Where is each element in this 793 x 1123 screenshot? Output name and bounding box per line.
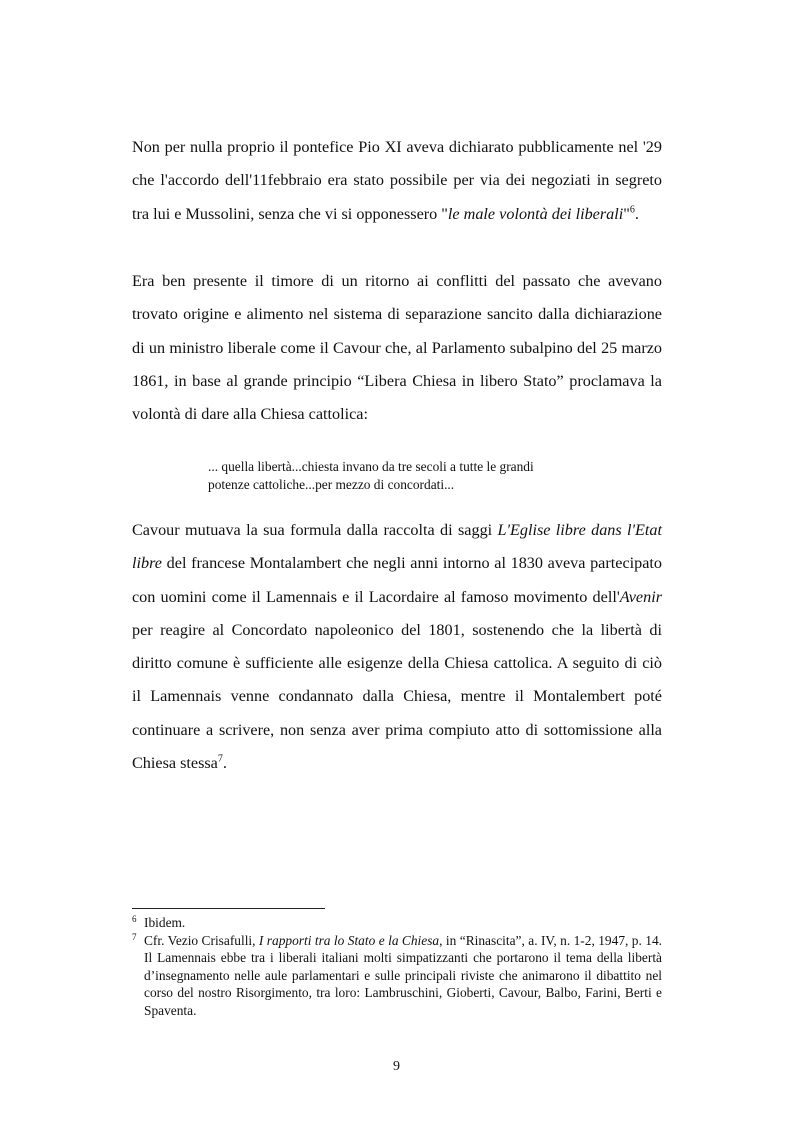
- paragraph-1: [132, 131, 662, 231]
- footnote-7-italic: I rapporti tra lo Stato e la Chiesa: [258, 932, 440, 948]
- footnote-7: [132, 932, 662, 1020]
- paragraph-3-text-d: .: [222, 754, 227, 773]
- paragraph-3-text-c: per reagire al Concordato napoleonico del 1801, sostenendo che la libertà di diritto comune è sufficiente alle esigenze della Chiesa cattolica. A seguito di ciò il Lamennais venne condannato dalla Chiesa, mentre il Montalembert poté continuare a scrivere, non senza aver prima compiuto atto di sottomissione alla Chiesa stessa: [132, 620, 662, 773]
- paragraph-2-text: Era ben presente il timore di un ritorno ai conflitti del passato che avevano trovato origine e alimento nel sistema di separazione sancito dalla dichiarazione di un ministro liberale come il Cavour che, al Parlamento subalpino del 25 marzo 1861, in base al grande principio “Libera Chiesa in libero Stato” proclamava la volontà di dare alla Chiesa cattolica:: [132, 272, 662, 424]
- paragraph-3-text-b: del francese Montalambert che negli anni intorno al 1830 aveva partecipato con uomini come il Lamennais e il Lacordaire al famoso movimento dell': [132, 554, 662, 606]
- footnote-7-text-b: , in “Rinascita”, a. IV, n. 1-2, 1947, p. 14. Il Lamennais ebbe tra i liberali italiani molti simpatizzanti che portarono il tema della libertà d’insegnamento nelle aule parlamentari e sulle principali riviste che animarono il dibattito nel corso del nostro Risorgimento, tra loro: Lambruschini, Gioberti, Cavour, Balbo, Farini, Berti e Spaventa.: [144, 932, 662, 1018]
- paragraph-3-italic-a: L'Eglise libre dans l'Etat libre: [132, 521, 662, 573]
- footnote-ref-7[interactable]: 7: [217, 753, 223, 765]
- footnote-7-text-a: Cfr. Vezio Crisafulli,: [144, 932, 259, 948]
- block-quote: [208, 458, 588, 494]
- paragraph-3-italic-b: Avenir: [619, 587, 662, 606]
- paragraph-1-text-a: Non per nulla proprio il pontefice Pio XI aveva dichiarato pubblicamente nel '29 che l'accordo dell'11febbraio era stato possibile per via dei negoziati in segreto tra lui e Mussolini, senza che vi si opponessero ": [132, 138, 662, 223]
- paragraph-1-text-c: .: [634, 204, 639, 223]
- footnote-6: [132, 914, 662, 932]
- paragraph-2: [132, 265, 662, 431]
- paragraph-3: [132, 514, 662, 780]
- footnote-6-text: Ibidem.: [144, 915, 186, 930]
- paragraph-3-text-a: Cavour mutuava la sua formula dalla raccolta di saggi: [132, 521, 498, 539]
- paragraph-1-italic: le male volontà dei liberali: [447, 204, 624, 223]
- page-number: 9: [393, 1059, 400, 1074]
- footnote-ref-6[interactable]: 6: [629, 204, 635, 216]
- footnote-separator: [132, 908, 325, 909]
- quote-line-1: ... quella libertà...chiesta invano da tre secoli a tutte le grandi: [208, 459, 534, 474]
- paragraph-1-text-b: ": [623, 204, 630, 223]
- footnotes: [132, 914, 662, 1019]
- footnote-7-number: 7: [132, 931, 137, 942]
- footnote-6-number: 6: [132, 914, 137, 924]
- quote-line-2: potenze cattoliche...per mezzo di concordati...: [208, 477, 455, 492]
